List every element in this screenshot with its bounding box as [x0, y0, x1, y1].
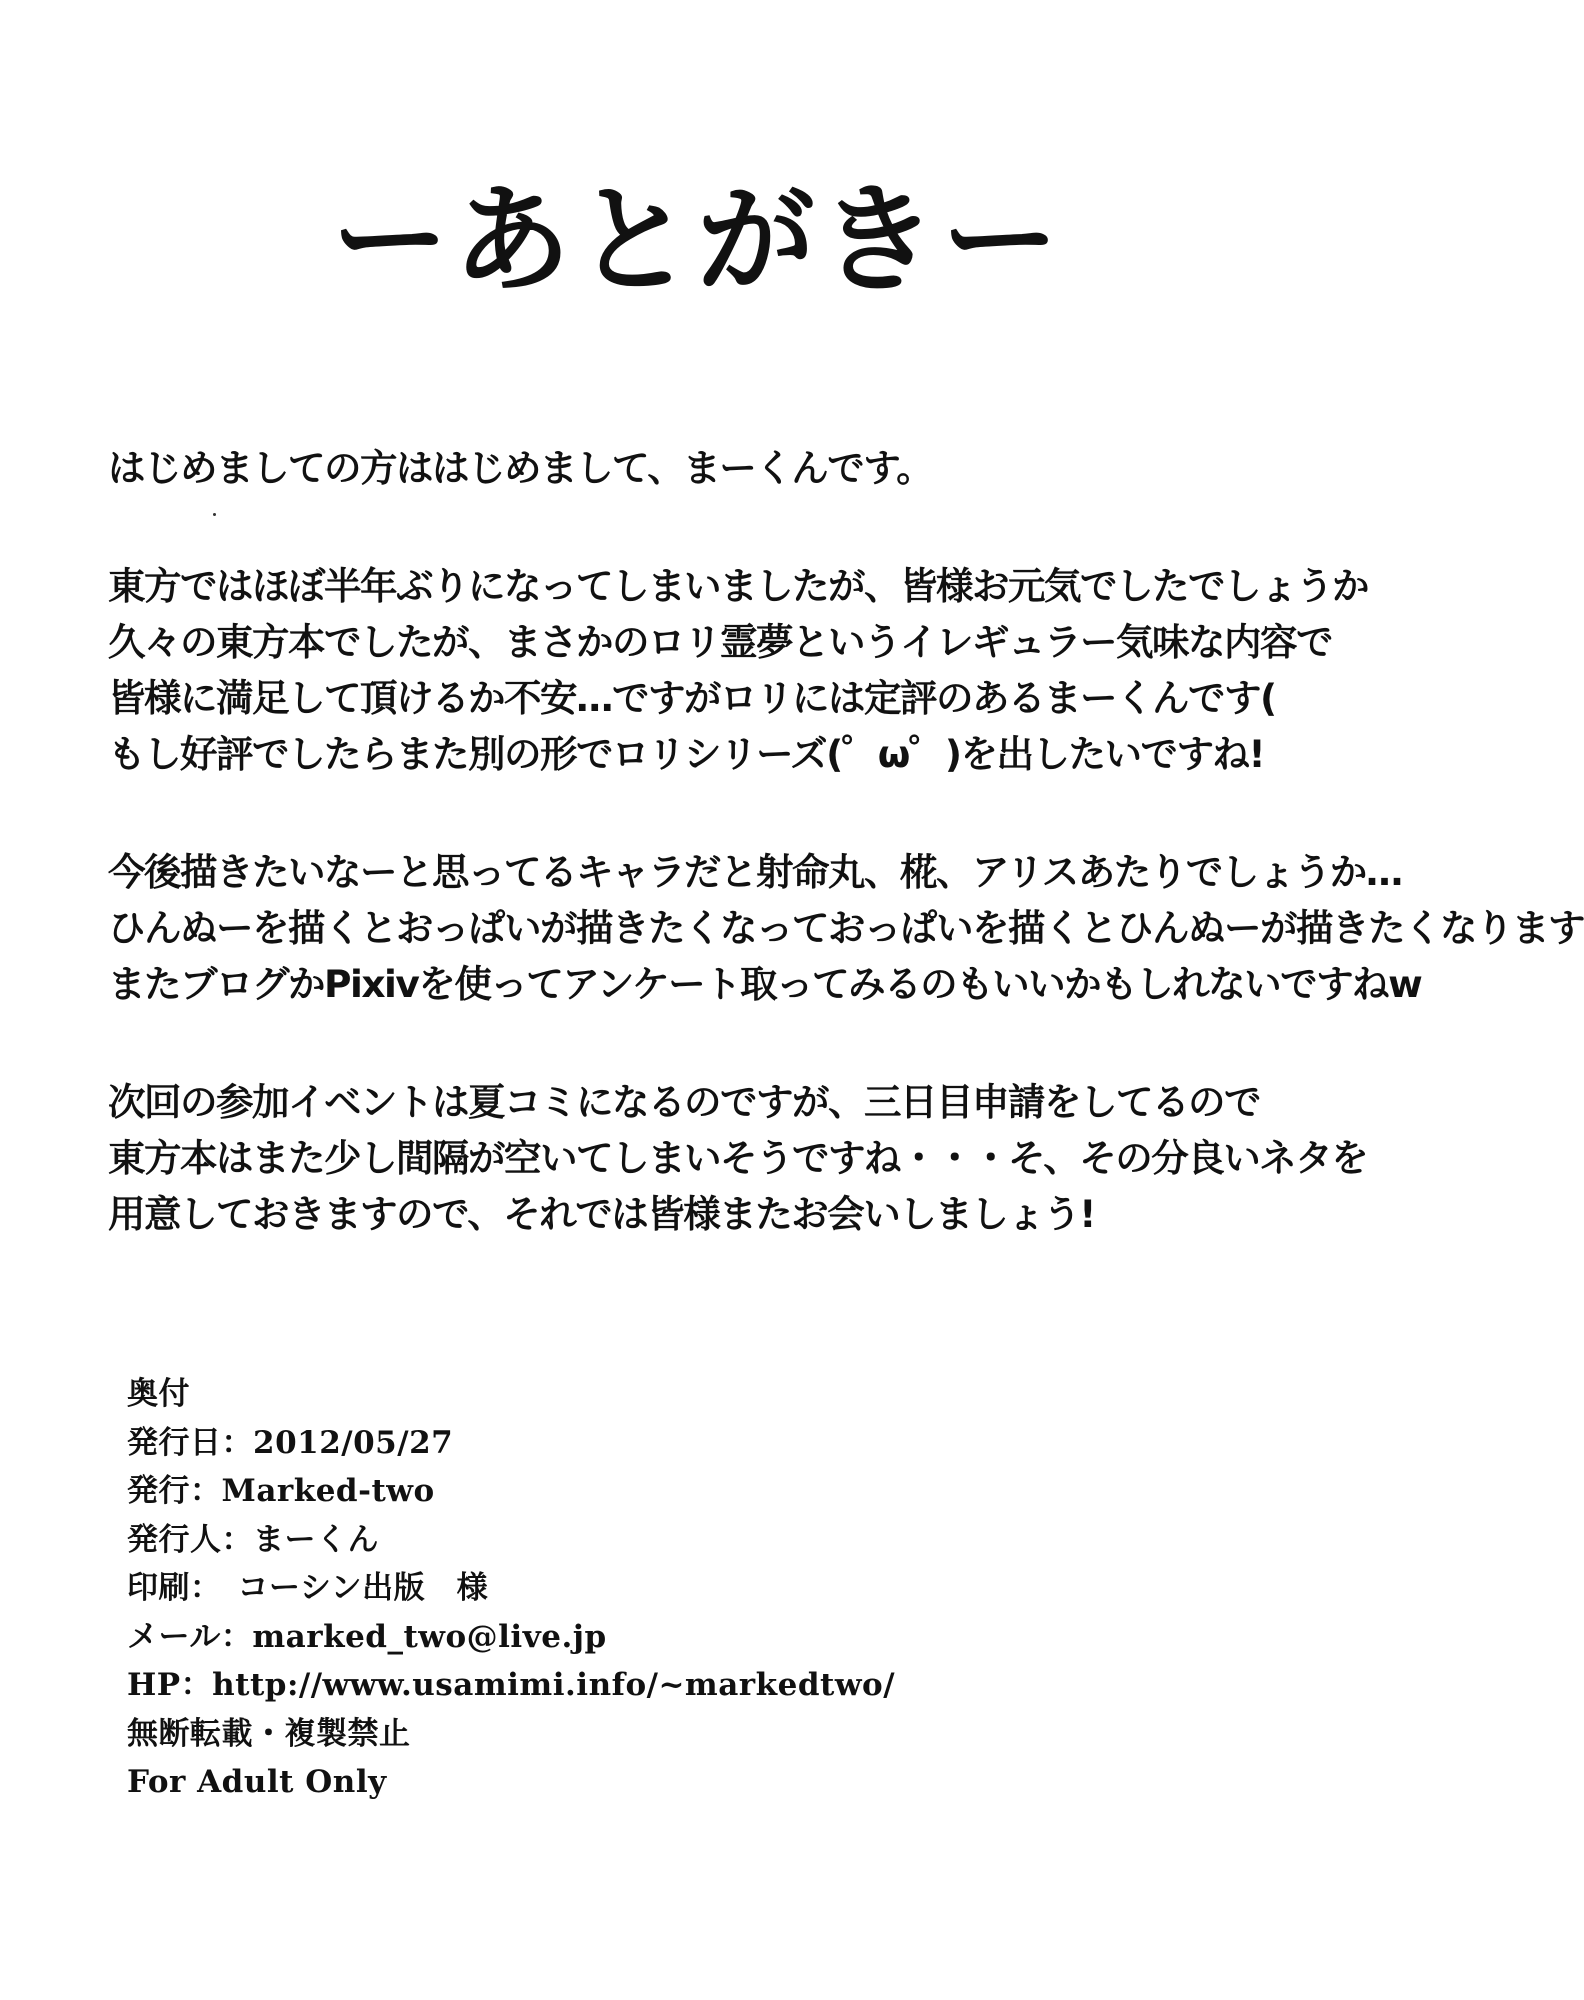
colophon-copyright-notice: 無断転載・複製禁止 [127, 1715, 411, 1752]
colophon-publish-date: 発行日：2012/05/27 [127, 1424, 454, 1461]
text-line: 次回の参加イベントは夏コミになるのですが、三日目申請をしてるので [108, 1080, 1260, 1124]
paragraph-greeting [108, 440, 1348, 496]
colophon-adult-notice: For Adult Only [127, 1764, 387, 1800]
afterword-body [108, 440, 1584, 1304]
text-line: 久々の東方本でしたが、まさかのロリ霊夢というイレギュラー気味な内容で [108, 620, 1332, 664]
text-line: ひんぬーを描くとおっぱいが描きたくなっておっぱいを描くとひんぬーが描きたくなります [108, 906, 1584, 950]
text-line: 今後描きたいなーと思ってるキャラだと射命丸、椛、アリスあたりでしょうか… [108, 850, 1402, 894]
colophon [127, 1370, 1277, 1807]
paragraph-next-event [108, 1074, 1368, 1242]
text-line: 皆様に満足して頂けるか不安…ですがロリには定評のあるまーくんです( [108, 676, 1276, 720]
colophon-publisher: 発行：Marked-two [127, 1473, 435, 1509]
text-line: もし好評でしたらまた別の形でロリシリーズ(゜ω゜)を出したいですね! [108, 732, 1265, 776]
paragraph-future-plans [108, 844, 1584, 1012]
page-title: ーあとがきー [330, 171, 1063, 309]
colophon-homepage: HP：http://www.usamimi.info/~markedtwo/ [127, 1667, 896, 1703]
paragraph-about-book [108, 558, 1368, 782]
colophon-printer: 印刷： コーシン出版 様 [127, 1570, 489, 1606]
text-line: 東方本はまた少し間隔が空いてしまいそうですね・・・そ、その分良いネタを [108, 1136, 1368, 1180]
colophon-issuer: 発行人：まーくん [127, 1521, 379, 1558]
colophon-email: メール：marked_two@live.jp [127, 1618, 607, 1655]
text-line: はじめましての方ははじめまして、まーくんです。 [108, 446, 933, 490]
colophon-heading: 奥付 [127, 1376, 190, 1412]
text-line: 東方ではほぼ半年ぶりになってしまいましたが、皆様お元気でしたでしょうか [108, 564, 1368, 608]
text-line: 用意しておきますので、それでは皆様またお会いしましょう! [108, 1192, 1095, 1236]
text-line: またブログかPixivを使ってアンケート取ってみるのもいいかもしれないですねw [108, 962, 1422, 1006]
